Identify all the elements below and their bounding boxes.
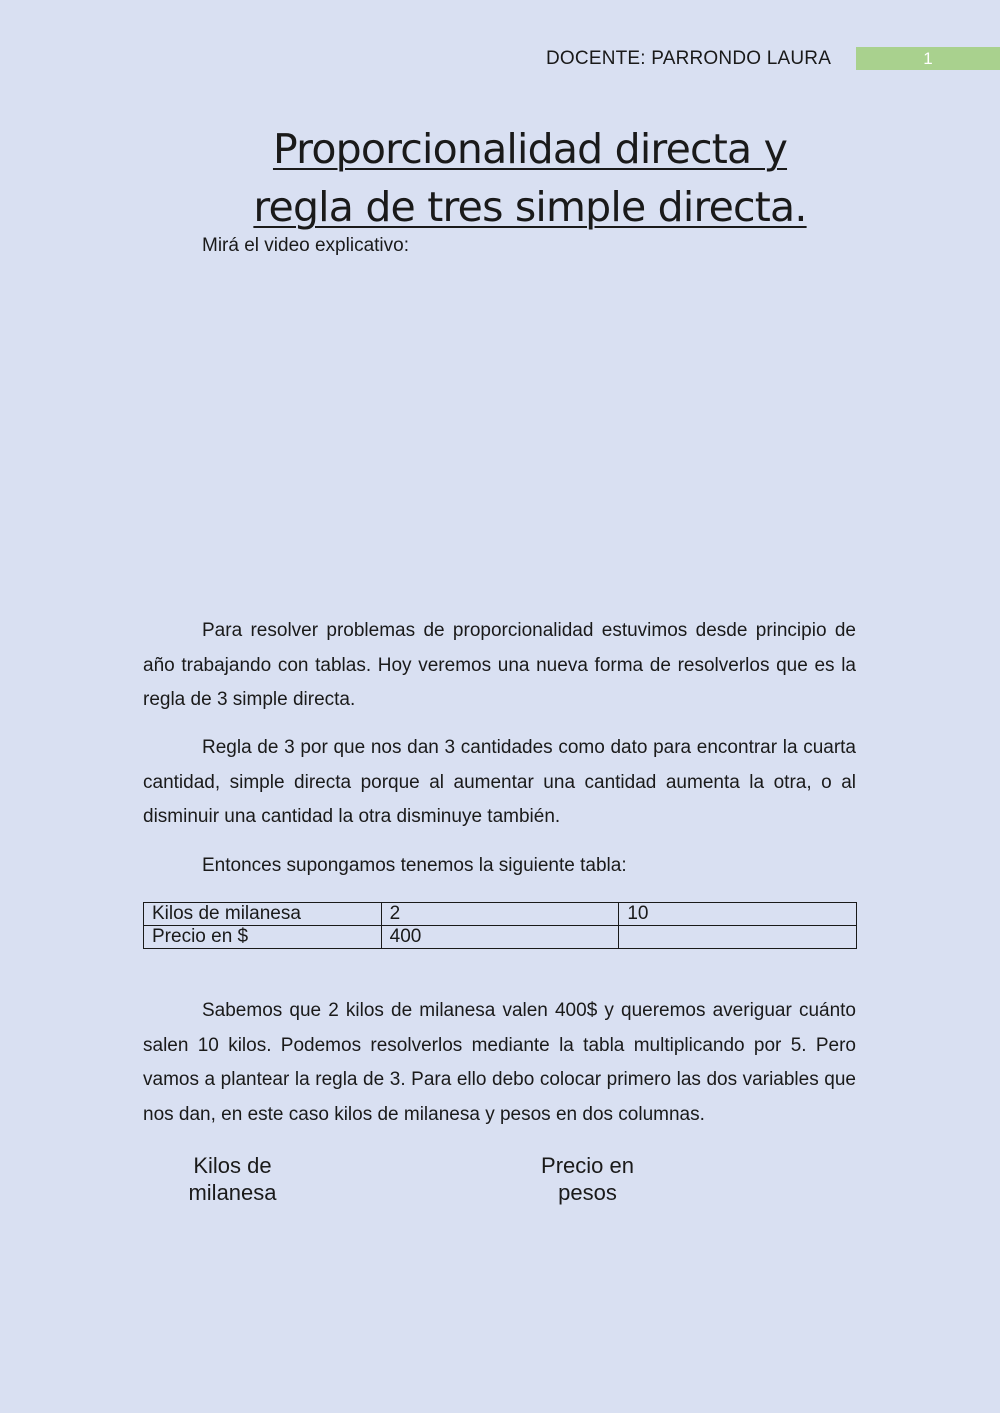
paragraph-1: Para resolver problemas de proporcionalidad estuvimos desde principio de año trabajando con tablas. Hoy veremos una nueva forma de resolverlos que es la regla de 3 simple directa. <box>143 620 856 710</box>
video-intro-text: Mirá el video explicativo: <box>202 235 409 256</box>
table-cell: 400 <box>381 926 619 949</box>
column-label-precio <box>515 1152 660 1206</box>
video-embed-area[interactable] <box>143 268 856 598</box>
column-label-precio-line2: pesos <box>558 1180 617 1205</box>
teacher-header: DOCENTE: PARRONDO LAURA <box>546 48 832 69</box>
table-row <box>144 926 857 949</box>
proportion-table <box>143 902 857 949</box>
table-cell: 10 <box>619 903 857 926</box>
table-cell-empty[interactable] <box>619 926 857 949</box>
paragraph-2: Regla de 3 por que nos dan 3 cantidades como dato para encontrar la cuarta cantidad, simple directa porque al aumentar una cantidad aumenta la otra, o al disminuir una cantidad la otra disminuye también. <box>143 737 856 827</box>
table-cell: 2 <box>381 903 619 926</box>
table-row <box>144 903 857 926</box>
column-label-kilos-line2: milanesa <box>188 1180 277 1205</box>
column-label-kilos-line1: Kilos de <box>193 1153 272 1178</box>
title-line-2: regla de tres simple directa. <box>253 183 807 231</box>
page-title <box>180 120 880 236</box>
paragraph-4: Sabemos que 2 kilos de milanesa valen 400$ y queremos averiguar cuánto salen 10 kilos. Podemos resolverlos mediante la tabla multiplicando por 5. Pero vamos a plantear la regla de 3. Para ello debo colocar primero las dos variables que nos dan, en este caso kilos de milanesa y pesos en dos columnas. <box>143 1000 856 1125</box>
table-cell: Kilos de milanesa <box>144 903 382 926</box>
column-label-precio-line1: Precio en <box>541 1153 634 1178</box>
title-line-1: Proporcionalidad directa y <box>272 125 788 173</box>
paragraph-3: Entonces supongamos tenemos la siguiente tabla: <box>202 855 627 876</box>
column-label-kilos <box>160 1152 305 1206</box>
page-number-badge: 1 <box>856 47 1000 70</box>
table-cell: Precio en $ <box>144 926 382 949</box>
